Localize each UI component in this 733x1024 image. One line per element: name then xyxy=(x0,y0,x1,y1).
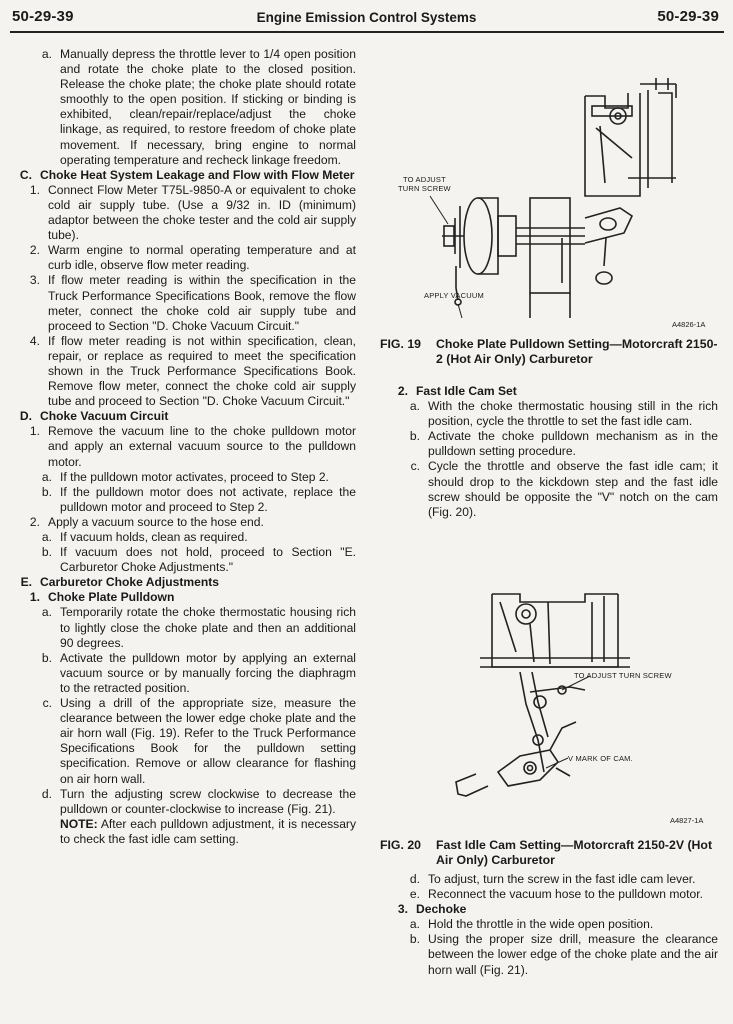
item-text xyxy=(48,243,356,273)
item-text xyxy=(60,470,356,485)
item-text xyxy=(60,485,356,515)
item-body: Using a drill of the appropriate size, measure the clearance between the lower edge choke plate and the air horn wall (Fig. 19). Refer to the Truck Performance Specifications Book for the pulldown setting specification. Remove or allow clearance for flashing on air horn wall. xyxy=(60,696,356,786)
item-body: Using the proper size drill, measure the clearance between the lower edge of the choke plate and the air horn wall (Fig. 21). xyxy=(428,932,718,977)
callout-adjust-screw-fig20: TO ADJUST TURN SCREW xyxy=(574,671,672,680)
header-rule xyxy=(10,31,724,33)
figure-19-illustration xyxy=(380,38,718,328)
item-label: a. xyxy=(41,530,52,544)
item-label: a. xyxy=(409,399,420,414)
item-body: Warm engine to normal operating temperature and at curb idle, observe flow meter reading. xyxy=(48,243,356,273)
item-text xyxy=(48,273,356,333)
item-label: d. xyxy=(409,872,420,886)
item-text xyxy=(48,183,356,243)
callout-apply-vacuum: APPLY VACUUM xyxy=(424,291,484,300)
list-item xyxy=(380,872,718,887)
callout-v-mark-cam: V MARK OF CAM. xyxy=(568,754,633,763)
art-id-fig19: A4826-1A xyxy=(672,320,706,329)
item-text xyxy=(48,590,356,605)
item-label: 1. xyxy=(29,424,40,439)
section-heading xyxy=(12,409,356,424)
item-body: Choke Heat System Leakage and Flow with Flow Meter xyxy=(40,167,355,182)
figure-19-title: Choke Plate Pulldown Setting—Motorcraft 2150-2 (Hot Air Only) Carburetor xyxy=(436,337,718,367)
item-label: b. xyxy=(41,650,52,665)
item-body: Activate the choke pulldown mechanism as in the pulldown setting procedure. xyxy=(428,429,718,459)
item-body: Remove the vacuum line to the choke pulldown motor and apply an external vacuum source to the pulldown motor. xyxy=(48,424,356,469)
item-text xyxy=(416,384,718,399)
item-body: Apply a vacuum source to the hose end. xyxy=(48,514,264,529)
list-item xyxy=(12,485,356,515)
item-body: If vacuum holds, clean as required. xyxy=(60,530,248,544)
list-item xyxy=(12,605,356,650)
section-heading xyxy=(380,902,718,917)
item-label: D. xyxy=(19,409,32,424)
item-label: b. xyxy=(409,932,420,947)
item-text xyxy=(40,168,356,183)
item-label: a. xyxy=(41,605,52,620)
figure-20-title: Fast Idle Cam Setting—Motorcraft 2150-2V (Hot Air Only) Carburetor xyxy=(436,838,713,868)
right-column-lower xyxy=(380,872,718,978)
page-number-right: 50-29-39 xyxy=(657,8,719,25)
list-item xyxy=(12,47,356,168)
item-label: c. xyxy=(42,696,52,711)
list-item xyxy=(12,273,356,333)
figure-20-caption xyxy=(380,838,718,868)
list-item xyxy=(380,932,718,977)
fast-idle-cam-drawing xyxy=(380,572,718,827)
section-heading xyxy=(12,575,356,590)
list-item xyxy=(380,917,718,932)
item-body: To adjust, turn the screw in the fast idle cam lever. xyxy=(428,872,696,886)
item-body: Reconnect the vacuum hose to the pulldown motor. xyxy=(428,887,703,902)
item-label: 4. xyxy=(29,333,40,348)
item-label: 2. xyxy=(397,384,408,398)
item-body: Fast Idle Cam Set xyxy=(416,384,517,398)
item-label: a. xyxy=(409,917,420,932)
item-body: If flow meter reading is within the specification in the Truck Performance Specifications Book, remove the flow meter, connect the choke cold air supply tube and proceed to Section "D. Choke Vacuum Circuit." xyxy=(48,273,356,333)
item-label: C. xyxy=(19,167,32,182)
item-label: 1. xyxy=(29,590,40,605)
item-label: b. xyxy=(409,429,420,444)
figure-19-number: FIG. 19 xyxy=(380,337,422,351)
item-label: 3. xyxy=(397,902,408,917)
item-text xyxy=(428,872,718,887)
item-body: Cycle the throttle and observe the fast idle cam; it should drop to the kickdown step and the fast idle screw should be opposite the "V" notch on the cam (Fig. 20). xyxy=(428,459,718,519)
item-label: a. xyxy=(41,469,52,484)
item-text xyxy=(416,902,718,917)
item-text xyxy=(60,696,356,787)
note-label: NOTE: xyxy=(60,816,98,831)
item-body: Choke Plate Pulldown xyxy=(48,590,175,605)
item-text xyxy=(60,605,356,650)
list-item xyxy=(12,696,356,787)
item-body: If the pulldown motor activates, proceed to Step 2. xyxy=(60,469,329,484)
list-item xyxy=(12,470,356,485)
item-body: If flow meter reading is not within specification, clean, repair, or replace as required to meet the specification shown in the Truck Performance Specifications Book. Remove flow meter, connect the choke cold air supply tube and proceed to Section "D. Choke Vacuum Circuit." xyxy=(48,333,356,409)
item-label: E. xyxy=(20,575,32,590)
list-item xyxy=(380,459,718,519)
list-item xyxy=(12,530,356,545)
item-text xyxy=(48,424,356,469)
item-text xyxy=(428,429,718,459)
running-title: Engine Emission Control Systems xyxy=(256,10,477,25)
item-label: c. xyxy=(410,459,420,474)
item-body: With the choke thermostatic housing still in the rich position, cycle the throttle to set the fast idle cam. xyxy=(428,399,718,429)
list-item xyxy=(12,334,356,409)
item-text xyxy=(60,817,356,847)
item-text xyxy=(60,651,356,696)
right-column-upper xyxy=(380,384,718,520)
item-text xyxy=(428,887,718,902)
item-label: b. xyxy=(41,484,52,499)
item-text xyxy=(48,515,356,530)
list-item xyxy=(12,787,356,817)
item-body: Connect Flow Meter T75L-9850-A or equivalent to choke cold air supply tube. (Use a 9/32 in. ID (minimum) adaptor between the choke tester and the cold air supply tube). xyxy=(48,182,356,243)
item-label: d. xyxy=(41,786,52,801)
figure-20-number: FIG. 20 xyxy=(380,838,422,852)
list-item xyxy=(12,515,356,530)
item-text xyxy=(428,459,718,519)
item-body: Carburetor Choke Adjustments xyxy=(40,575,219,590)
item-body: Choke Vacuum Circuit xyxy=(40,409,169,424)
list-item xyxy=(12,243,356,273)
section-heading xyxy=(12,590,356,605)
left-column xyxy=(12,47,356,847)
page-header xyxy=(0,6,733,32)
item-label: 2. xyxy=(29,514,40,529)
item-text xyxy=(48,334,356,409)
item-body: Manually depress the throttle lever to 1/4 open position and rotate the choke plate to the closed position. Release the choke plate; the choke plate should rotate smoothly to the open position. If sticking or binding is exhibited, clean/repair/replace/adjust the choke linkage, as required, to restore freedom of choke plate movement. If necessary, bring engine to normal operating temperature and recheck linkage freedom. xyxy=(60,47,356,167)
list-item xyxy=(12,817,356,847)
item-body: Hold the throttle in the wide open position. xyxy=(428,917,654,932)
item-body: Activate the pulldown motor by applying an external vacuum source or by manually forcing the diaphragm to the retracted position. xyxy=(60,650,356,695)
figure-20-illustration xyxy=(380,572,718,827)
item-text xyxy=(60,787,356,817)
art-id-fig20: A4827-1A xyxy=(670,816,704,825)
item-text xyxy=(428,399,718,429)
item-body: Temporarily rotate the choke thermostatic housing rich to lightly close the choke plate and then an additional 90 degrees. xyxy=(60,605,356,650)
list-item xyxy=(12,183,356,243)
item-text xyxy=(40,575,356,590)
section-heading xyxy=(12,168,356,183)
list-item xyxy=(380,399,718,429)
item-text xyxy=(40,409,356,424)
item-body: If the pulldown motor does not activate, replace the pulldown motor and proceed to Step 2. xyxy=(60,484,356,514)
item-text xyxy=(428,932,718,977)
figure-19-caption xyxy=(380,337,718,367)
item-label xyxy=(12,817,60,847)
item-label: 1. xyxy=(29,182,40,197)
item-body: If vacuum does not hold, proceed to Section "E. Carburetor Choke Adjustments." xyxy=(60,545,356,575)
item-label: e. xyxy=(409,887,420,902)
list-item xyxy=(12,424,356,469)
callout-adjust-screw-fig19: TO ADJUST TURN SCREW xyxy=(398,175,451,193)
item-label: 3. xyxy=(29,273,40,288)
section-heading xyxy=(380,384,718,399)
item-body: Dechoke xyxy=(416,902,467,917)
item-label: 2. xyxy=(29,243,40,258)
list-item xyxy=(380,429,718,459)
item-label: a. xyxy=(41,47,52,61)
item-label: b. xyxy=(41,545,52,560)
item-text xyxy=(60,530,356,545)
item-text xyxy=(60,545,356,575)
page-number-left: 50-29-39 xyxy=(12,8,74,25)
item-text xyxy=(428,917,718,932)
list-item xyxy=(12,651,356,696)
item-text xyxy=(60,47,356,168)
item-body: After each pulldown adjustment, it is necessary to check the fast idle cam setting. xyxy=(60,816,356,846)
list-item xyxy=(380,887,718,902)
list-item xyxy=(12,545,356,575)
item-body: Turn the adjusting screw clockwise to decrease the pulldown or counter-clockwise to increase (Fig. 21). xyxy=(60,786,356,816)
